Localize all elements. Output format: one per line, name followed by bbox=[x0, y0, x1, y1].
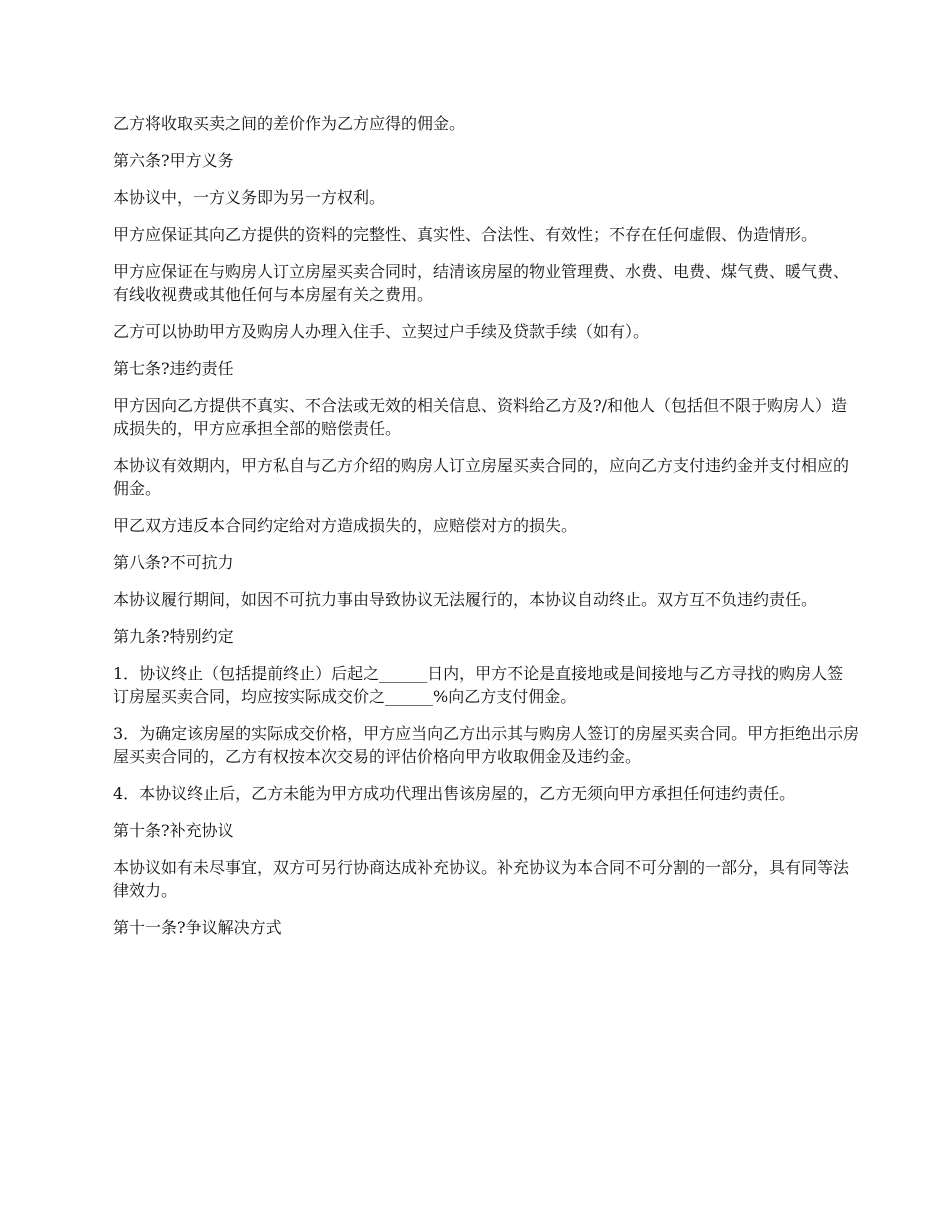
document-body bbox=[113, 112, 860, 953]
paragraph-special-clause-1: 1．协议终止（包括提前终止）后起之______日内，甲方不论是直接地或是间接地与乙方寻找的购房人签订房屋买卖合同，均应按实际成交价之______%向乙方支付佣金。 bbox=[113, 664, 844, 706]
paragraph-special-clause-4: 4．本协议终止后，乙方未能为甲方成功代理出售该房屋的，乙方无须向甲方承担任何违约责任。 bbox=[113, 784, 796, 803]
paragraph-party-a-data-guarantee: 甲方应保证其向乙方提供的资料的完整性、真实性、合法性、有效性；不存在任何虚假、伪造情形。 bbox=[113, 225, 818, 244]
paragraph-false-info-liability: 甲方因向乙方提供不真实、不合法或无效的相关信息、资料给乙方及?/和他人（包括但不限于购房人）造成损失的，甲方应承担全部的赔偿责任。 bbox=[113, 396, 847, 438]
paragraph-party-a-fees-guarantee: 甲方应保证在与购房人订立房屋买卖合同时，结清该房屋的物业管理费、水费、电费、煤气费、暖气费、有线收视费或其他任何与本房屋有关之费用。 bbox=[113, 262, 850, 304]
heading-article-10: 第十条?补充协议 bbox=[113, 821, 234, 840]
heading-article-7: 第七条?违约责任 bbox=[113, 359, 234, 378]
heading-article-9: 第九条?特别约定 bbox=[113, 627, 234, 646]
paragraph-force-majeure: 本协议履行期间，如因不可抗力事由导致协议无法履行的，本协议自动终止。双方互不负违约责任。 bbox=[113, 590, 818, 609]
paragraph-breach-compensation: 甲乙双方违反本合同约定给对方造成损失的，应赔偿对方的损失。 bbox=[113, 516, 578, 535]
heading-article-11: 第十一条?争议解决方式 bbox=[113, 918, 282, 937]
heading-article-8: 第八条?不可抗力 bbox=[113, 553, 234, 572]
paragraph-obligation-rights: 本协议中，一方义务即为另一方权利。 bbox=[113, 188, 386, 207]
paragraph-special-clause-3: 3．为确定该房屋的实际成交价格，甲方应当向乙方出示其与购房人签订的房屋买卖合同。甲方拒绝出示房屋买卖合同的，乙方有权按本次交易的评估价格向甲方收取佣金及违约金。 bbox=[113, 724, 860, 766]
paragraph-commission: 乙方将收取买卖之间的差价作为乙方应得的佣金。 bbox=[113, 114, 466, 133]
heading-article-6: 第六条?甲方义务 bbox=[113, 151, 234, 170]
paragraph-party-b-assist: 乙方可以协助甲方及购房人办理入住手、立契过户手续及贷款手续（如有）。 bbox=[113, 322, 650, 341]
paragraph-supplementary-agreement: 本协议如有未尽事宜，双方可另行协商达成补充协议。补充协议为本合同不可分割的一部分，具有同等法律效力。 bbox=[113, 858, 850, 900]
paragraph-private-contract-penalty: 本协议有效期内，甲方私自与乙方介绍的购房人订立房屋买卖合同的，应向乙方支付违约金并支付相应的佣金。 bbox=[113, 456, 850, 498]
